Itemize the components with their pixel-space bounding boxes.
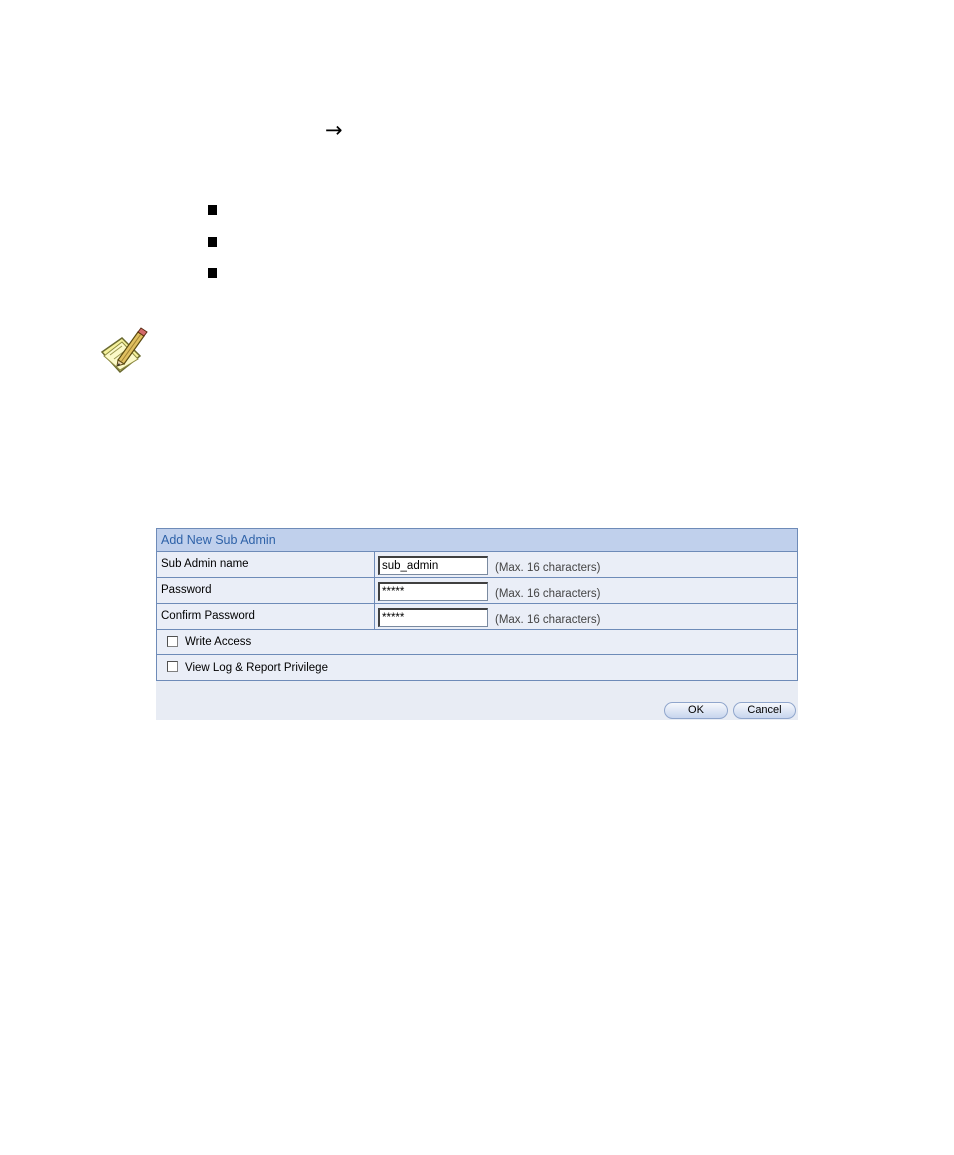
view-log-report-checkbox[interactable] (167, 661, 178, 672)
confirm-password-input[interactable]: ***** (378, 608, 488, 627)
bullet-icon (208, 237, 217, 247)
note-pencil-icon (100, 326, 148, 374)
confirm-password-hint: (Max. 16 characters) (495, 613, 601, 626)
add-sub-admin-panel (156, 528, 798, 720)
sub-admin-name-label: Sub Admin name (157, 552, 375, 577)
sub-admin-name-hint: (Max. 16 characters) (495, 561, 601, 574)
password-input[interactable]: ***** (378, 582, 488, 601)
ok-button[interactable]: OK (664, 702, 728, 719)
write-access-row (157, 630, 797, 655)
sub-admin-name-cell (375, 552, 797, 577)
form-row-password (157, 578, 797, 604)
form-table (156, 528, 798, 681)
panel-title: Add New Sub Admin (157, 529, 797, 552)
bullet-icon (208, 268, 217, 278)
password-hint: (Max. 16 characters) (495, 587, 601, 600)
password-label: Password (157, 578, 375, 603)
confirm-password-cell (375, 604, 797, 629)
write-access-label[interactable]: Write Access (185, 636, 252, 648)
bullet-icon (208, 205, 217, 215)
arrow-glyph: → (325, 118, 343, 142)
view-log-report-row (157, 655, 797, 680)
form-row-sub-admin-name (157, 552, 797, 578)
view-log-report-label[interactable]: View Log & Report Privilege (185, 661, 328, 674)
write-access-checkbox[interactable] (167, 636, 178, 647)
confirm-password-label: Confirm Password (157, 604, 375, 629)
sub-admin-name-input[interactable]: sub_admin (378, 556, 488, 575)
button-bar (664, 702, 796, 719)
cancel-button[interactable]: Cancel (733, 702, 796, 719)
form-row-confirm-password (157, 604, 797, 630)
password-cell (375, 578, 797, 603)
